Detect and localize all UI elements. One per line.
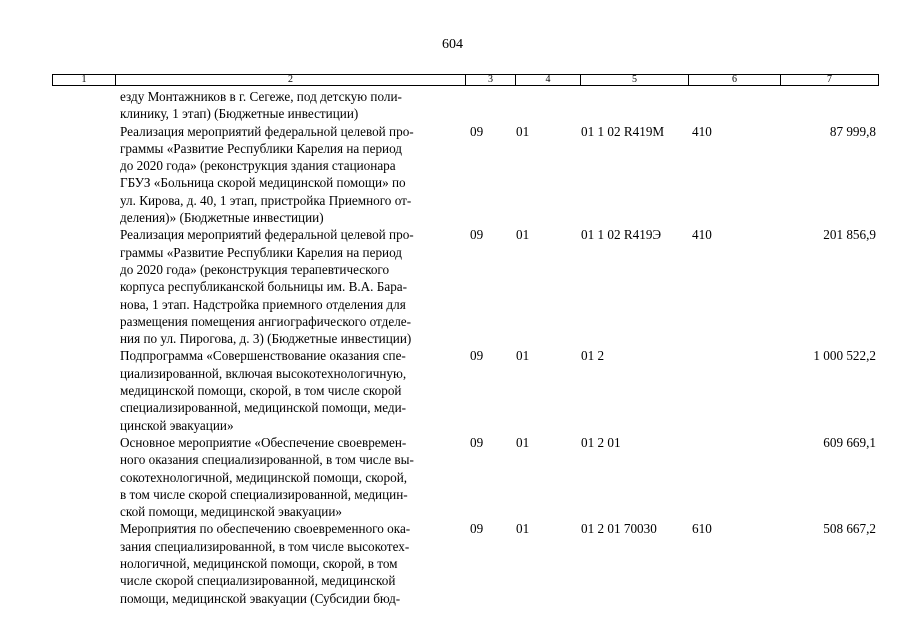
header-col-3: 3 <box>466 75 516 85</box>
subsection-cell: 01 <box>516 123 530 139</box>
description-line: Основное мероприятие «Обеспечение своевремен- <box>120 434 407 450</box>
description-line: ской помощи, медицинской эвакуации» <box>120 504 343 520</box>
amount-cell: 609 669,1 <box>823 434 876 450</box>
row-description <box>120 88 470 123</box>
table-row <box>0 347 905 433</box>
expense-type-cell: 410 <box>692 227 712 243</box>
row-description <box>120 434 470 520</box>
table-body <box>0 88 905 607</box>
header-col-2: 2 <box>116 75 466 85</box>
target-code-cell: 01 1 02 R419Э <box>581 227 662 243</box>
description-line: до 2020 года» (реконструкция здания стационара <box>120 158 396 174</box>
description-line: граммы «Развитие Республики Карелия на период <box>120 244 403 260</box>
description-line: ГБУЗ «Больница скорой медицинской помощи» по <box>120 175 406 191</box>
expense-type-cell: 610 <box>692 521 712 537</box>
section-cell: 09 <box>470 434 484 450</box>
row-description <box>120 347 470 433</box>
header-col-1: 1 <box>53 75 116 85</box>
description-line: размещения помещения ангиографического отделе- <box>120 313 412 329</box>
description-line: деления)» (Бюджетные инвестиции) <box>120 210 324 226</box>
description-line: числе скорой специализированной, медицинской <box>120 573 396 589</box>
section-cell: 09 <box>470 123 484 139</box>
description-line: ния по ул. Пирогова, д. 3) (Бюджетные инвестиции) <box>120 331 412 347</box>
description-line: корпуса республиканской больницы им. В.А. Бара- <box>120 279 408 295</box>
table-row <box>0 88 905 123</box>
description-line: в том числе скорой специализированной, медицин- <box>120 486 408 502</box>
section-cell: 09 <box>470 348 484 364</box>
description-line: Реализация мероприятий федеральной целевой про- <box>120 123 414 139</box>
table-row <box>0 226 905 347</box>
subsection-cell: 01 <box>516 227 530 243</box>
amount-cell: 1 000 522,2 <box>813 348 876 364</box>
description-line: нологичной, медицинской помощи, скорой, в том <box>120 556 398 572</box>
description-line: помощи, медицинской эвакуации (Субсидии бюд- <box>120 590 401 606</box>
description-line: специализированной, медицинской помощи, меди- <box>120 400 407 416</box>
description-line: цинской эвакуации» <box>120 417 234 433</box>
description-line: до 2020 года» (реконструкция терапевтического <box>120 261 390 277</box>
description-line: граммы «Развитие Республики Карелия на период <box>120 140 403 156</box>
description-line: циализированной, включая высокотехнологичную, <box>120 365 407 381</box>
subsection-cell: 01 <box>516 348 530 364</box>
header-col-5: 5 <box>581 75 689 85</box>
amount-cell: 87 999,8 <box>829 123 876 139</box>
description-line: Реализация мероприятий федеральной целевой про- <box>120 227 414 243</box>
amount-cell: 508 667,2 <box>823 521 876 537</box>
description-line: нова, 1 этап. Надстройка приемного отделения для <box>120 296 406 312</box>
description-line: Мероприятия по обеспечению своевременного ока- <box>120 521 411 537</box>
section-cell: 09 <box>470 227 484 243</box>
amount-cell: 201 856,9 <box>823 227 876 243</box>
table-row <box>0 520 905 606</box>
subsection-cell: 01 <box>516 434 530 450</box>
description-line: езду Монтажников в г. Сегеже, под детскую поли- <box>120 89 402 104</box>
description-line: клинику, 1 этап) (Бюджетные инвестиции) <box>120 106 359 122</box>
subsection-cell: 01 <box>516 521 530 537</box>
description-line: ного оказания специализированной, в том числе вы- <box>120 452 414 468</box>
target-code-cell: 01 2 01 70030 <box>581 521 657 537</box>
description-line: Подпрограмма «Совершенствование оказания спе- <box>120 348 406 364</box>
target-code-cell: 01 1 02 R419М <box>581 123 665 139</box>
header-col-4: 4 <box>516 75 581 85</box>
header-col-7: 7 <box>827 74 832 85</box>
header-col-6: 6 <box>689 75 781 85</box>
target-code-cell: 01 2 01 <box>581 434 621 450</box>
row-description <box>120 123 470 227</box>
page-number: 604 <box>442 37 463 52</box>
table-row <box>0 123 905 227</box>
description-line: ул. Кирова, д. 40, 1 этап, пристройка Приемного от- <box>120 192 412 208</box>
description-line: сокотехнологичной, медицинской помощи, скорой, <box>120 469 408 485</box>
section-cell: 09 <box>470 521 484 537</box>
description-line: медицинской помощи, скорой, в том числе скорой <box>120 383 402 399</box>
target-code-cell: 01 2 <box>581 348 605 364</box>
table-header <box>52 74 879 86</box>
table-row <box>0 434 905 520</box>
row-description <box>120 226 470 347</box>
expense-type-cell: 410 <box>692 123 712 139</box>
description-line: зания специализированной, в том числе высокотех- <box>120 538 410 554</box>
row-description <box>120 520 470 606</box>
